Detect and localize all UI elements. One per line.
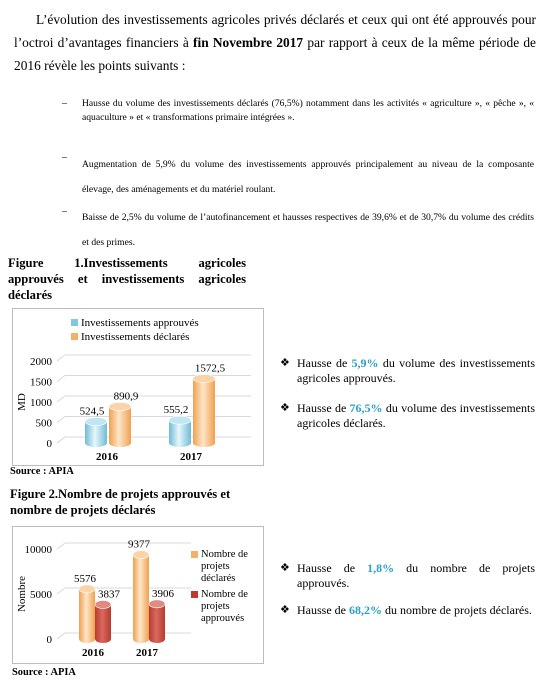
bar-1-0-body xyxy=(95,604,111,639)
y-tick-label: 10000 xyxy=(24,544,52,556)
bar-1-1-base xyxy=(193,439,215,447)
figure-1-title: Figure 1.Investissements agricoles approuvés et investissements agricoles déclarés xyxy=(8,256,246,302)
intro-bold-date: fin Novembre 2017 xyxy=(193,35,304,50)
gridline-side xyxy=(57,633,65,639)
legend-swatch xyxy=(191,591,198,598)
legend-label xyxy=(201,549,248,584)
rb4-text-a: Hausse de xyxy=(297,603,349,617)
gridline-side xyxy=(57,437,65,443)
diamond-icon: ❖ xyxy=(280,562,290,574)
right-bullet-4 xyxy=(280,603,535,618)
y-axis-label: Nombre xyxy=(16,575,28,613)
rb1-text-a: Hausse de xyxy=(297,356,352,370)
bar-1-0-base xyxy=(95,635,111,643)
bar-1-0-top xyxy=(95,600,111,608)
legend-label-line: projets xyxy=(201,601,230,612)
legend-label-line: projets xyxy=(201,561,230,572)
y-axis-label: MD xyxy=(16,393,28,411)
bar-1-1-body xyxy=(149,604,165,639)
bullet-1: Hausse du volume des investissements déclarés (76,5%) notamment dans les activités « agriculture », « pêche », « aquaculture » et « transformations primaire intégrées ». xyxy=(82,98,534,123)
y-tick-label: 500 xyxy=(35,417,52,430)
data-label: 524,5 xyxy=(79,405,105,418)
legend-label: Investissements déclarés xyxy=(81,331,190,343)
right-bullet-1 xyxy=(280,356,535,386)
data-label: 9377 xyxy=(128,538,150,551)
gridline-side xyxy=(57,417,65,423)
x-tick-label: 2017 xyxy=(180,451,202,463)
bar-0-1-base xyxy=(169,439,191,447)
figure-2-title: Figure 2.Nombre de projets approuvés et nombre de projets déclarés xyxy=(10,487,231,517)
legend-swatch xyxy=(191,551,198,558)
bar-0-0-body xyxy=(79,589,95,639)
y-tick-label: 2000 xyxy=(30,356,52,368)
data-label: 3837 xyxy=(98,588,120,601)
data-label: 555,2 xyxy=(163,404,189,417)
bar-1-0-base xyxy=(109,439,131,447)
bar-0-0-base xyxy=(79,635,95,643)
gridline-side xyxy=(57,396,65,402)
bullet-2: Augmentation de 5,9% du volume des investissements approuvés principalement au niveau de la composante élevage, des aménagements et du matériel roulant. xyxy=(82,159,534,195)
data-label: 5576 xyxy=(74,572,96,585)
x-tick-label: 2016 xyxy=(96,451,118,463)
y-tick-label: 0 xyxy=(46,634,52,646)
diamond-icon: ❖ xyxy=(280,357,290,369)
figure-1-source: Source : APIA xyxy=(10,466,74,477)
bar-0-1-top xyxy=(133,551,149,559)
right-bullet-2 xyxy=(280,401,535,431)
y-tick-label: 1000 xyxy=(30,397,52,409)
intro-text-1: L’évolution des investissements agricoles privés déclarés et ceux qui ont été approuvés pour l’octroi d’avantages financiers à xyxy=(14,12,536,50)
chart-2-box xyxy=(12,526,264,664)
bar-1-1-top xyxy=(193,375,215,383)
bullet-3: Baisse de 2,5% du volume de l’autofinancement et hausses respectives de 39,6% et de 30,7% du volume des crédits et des primes. xyxy=(82,212,534,248)
bar-1-0-body xyxy=(109,406,131,443)
data-label: 1572,5 xyxy=(194,362,226,375)
intro-text-2: par rapport à ceux de la même période de 2016 révèle les points suivants : xyxy=(14,35,536,73)
rb4-pct: 68,2% xyxy=(348,603,382,617)
chart-1-box xyxy=(12,308,264,466)
rb1-text-b: du volume des investissements agricoles approuvés. xyxy=(297,356,535,385)
rb3-pct: 1,8% xyxy=(367,561,395,575)
gridline-side xyxy=(57,588,65,594)
bar-1-0-top xyxy=(109,402,131,410)
y-tick-label: 1500 xyxy=(30,376,52,389)
rb4-text-b: du nombre de projets déclarés. xyxy=(381,603,532,617)
legend-label-line: Nombre de xyxy=(201,549,248,560)
gridline-side xyxy=(57,543,65,549)
y-tick-label: 5000 xyxy=(30,589,52,601)
chart-1 xyxy=(13,309,263,465)
intro-paragraph xyxy=(14,8,536,77)
gridline-side xyxy=(57,376,65,382)
figure-2-source: Source : APIA xyxy=(12,667,76,678)
bar-0-1-top xyxy=(169,416,191,424)
diamond-icon: ❖ xyxy=(280,402,290,414)
legend-label xyxy=(201,589,248,624)
bar-0-1-base xyxy=(133,635,149,643)
bar-0-1-body xyxy=(133,555,149,639)
x-tick-label: 2017 xyxy=(136,647,158,659)
x-tick-label: 2016 xyxy=(82,647,104,659)
legend-label: Investissements approuvés xyxy=(81,317,199,329)
y-tick-label: 0 xyxy=(46,438,52,450)
bar-1-1-body xyxy=(193,379,215,443)
rb2-pct: 76,5% xyxy=(349,401,383,415)
right-bullet-3 xyxy=(280,561,535,591)
data-label: 890,9 xyxy=(113,390,139,403)
rb2-text-a: Hausse de xyxy=(297,401,350,415)
legend-label-line: Nombre de xyxy=(201,589,248,600)
bar-1-1-top xyxy=(149,600,165,608)
bar-1-1-base xyxy=(149,635,165,643)
legend-label-line: approuvés xyxy=(201,613,245,624)
bar-0-0-top xyxy=(85,417,107,425)
rb2-text-b: du volume des investissements agricoles déclarés. xyxy=(297,401,535,430)
floor-line xyxy=(57,633,191,639)
legend-label-line: déclarés xyxy=(201,573,236,584)
diamond-icon: ❖ xyxy=(280,604,290,616)
chart-2 xyxy=(13,527,263,663)
bar-0-0-base xyxy=(85,439,107,447)
rb3-text-a: Hausse de xyxy=(297,561,368,575)
rb1-pct: 5,9% xyxy=(351,356,379,370)
legend-swatch xyxy=(71,333,78,340)
bar-0-0-top xyxy=(79,585,95,593)
legend-swatch xyxy=(71,319,78,326)
gridline-side xyxy=(57,355,65,361)
rb3-text-b: du nombre de projets approuvés. xyxy=(297,561,535,590)
data-label: 3906 xyxy=(152,587,174,600)
